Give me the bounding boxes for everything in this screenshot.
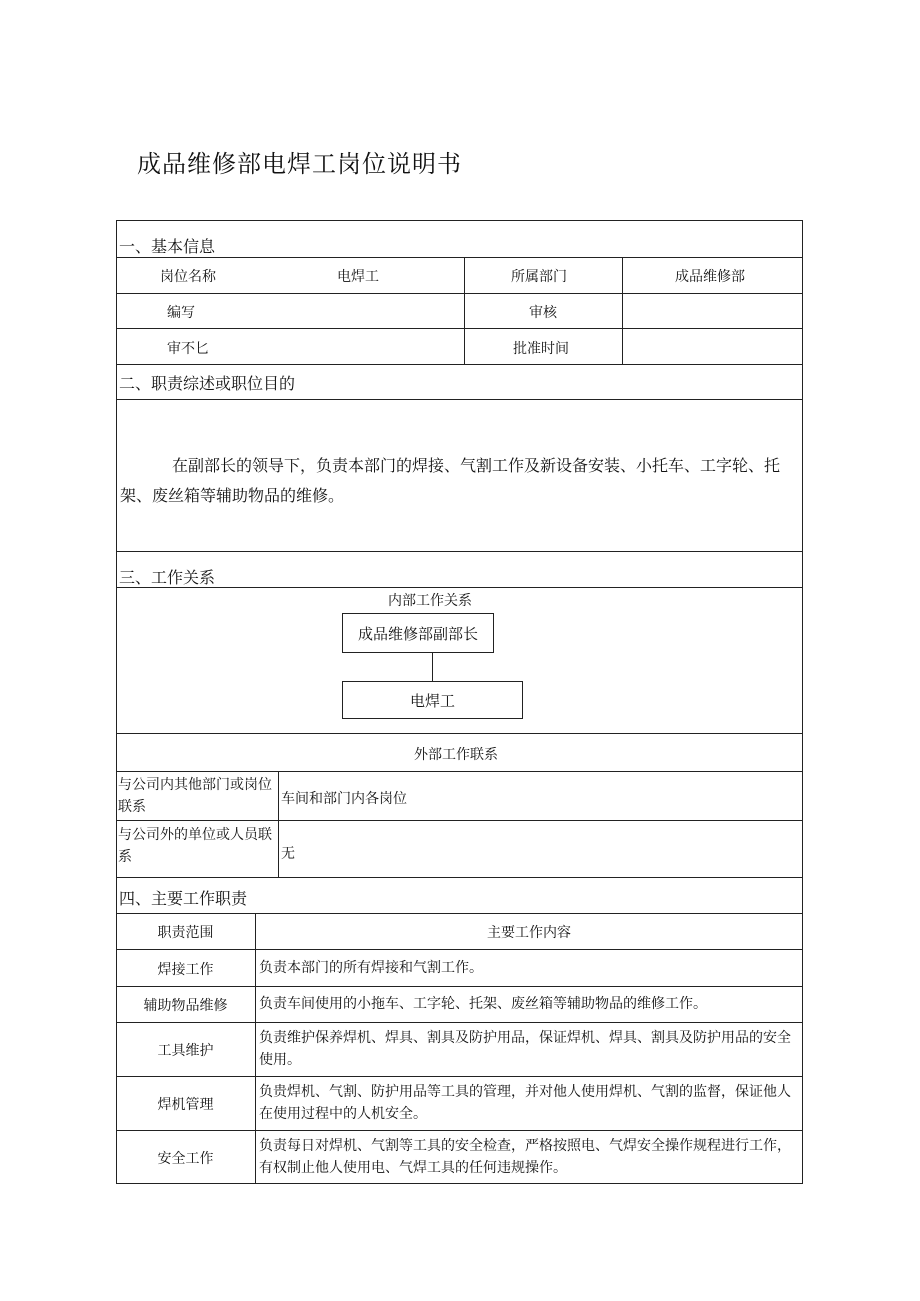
internal-dept-label: 与公司内其他部门或岗位联系 [118, 777, 272, 815]
section-summary: 二、职责综述或职位目的 [119, 374, 296, 393]
org-box-self: 电焊工 [342, 681, 523, 719]
external-relations-title: 外部工作联系 [414, 747, 498, 763]
section-relations: 三、工作关系 [119, 568, 216, 587]
duty-scope: 安全工作 [157, 1151, 214, 1167]
external-unit-value: 无 [281, 846, 295, 862]
duty-content: 负贵焊机、气割、防护用品等工具的管理，并对他人使用焊机、气割的监督，保证他人在使用过程中的人机安全。 [259, 1084, 791, 1122]
department-value: 成品维修部 [675, 269, 745, 285]
duty-content: 负责每日对焊机、气割等工具的安全检查，严格按照电、气焊安全操作规程进行工作，有权制止他人使用电、气焊工具的任何违规操作。 [259, 1138, 791, 1176]
duties-col-content: 主要工作内容 [487, 925, 571, 941]
approve-label: 审不匕 [167, 341, 209, 357]
internal-relations-title: 内部工作关系 [388, 593, 472, 609]
duty-content: 负责车间使用的小拖车、工字轮、托架、废丝箱等辅助物品的维修工作。 [259, 996, 707, 1012]
section-basic-info: 一、基本信息 [119, 237, 216, 256]
duties-col-scope: 职责范围 [157, 925, 214, 941]
department-label: 所属部门 [511, 269, 567, 285]
page-title: 成品维修部电焊工岗位说明书 [137, 150, 462, 178]
approve-time-label: 批准时间 [513, 341, 569, 357]
author-label: 编写 [167, 305, 195, 321]
review-label: 审核 [529, 305, 557, 321]
duty-content: 负责维护保养焊机、焊具、割具及防护用品，保证焊机、焊具、割具及防护用品的安全使用。 [259, 1030, 791, 1068]
org-connector [432, 653, 433, 681]
duty-scope: 焊接工作 [157, 962, 214, 978]
post-name-value: 电焊工 [337, 269, 379, 285]
post-name-label: 岗位名称 [160, 269, 216, 285]
internal-dept-value: 车间和部门内各岗位 [281, 791, 407, 807]
duty-scope: 焊机管理 [157, 1097, 214, 1113]
summary-text: 在副部长的领导下，负责本部门的焊接、气割工作及新设备安装、小托车、工字轮、托架、废丝箱等辅助物品的维修。 [120, 456, 781, 505]
section-duties: 四、主要工作职责 [119, 889, 248, 908]
duty-content: 负责本部门的所有焊接和气割工作。 [259, 960, 483, 976]
duty-scope: 工具维护 [157, 1043, 214, 1059]
org-box-superior: 成品维修部副部长 [342, 613, 494, 653]
external-unit-label: 与公司外的单位或人员联系 [118, 827, 272, 865]
duty-scope: 辅助物品维修 [143, 998, 228, 1014]
